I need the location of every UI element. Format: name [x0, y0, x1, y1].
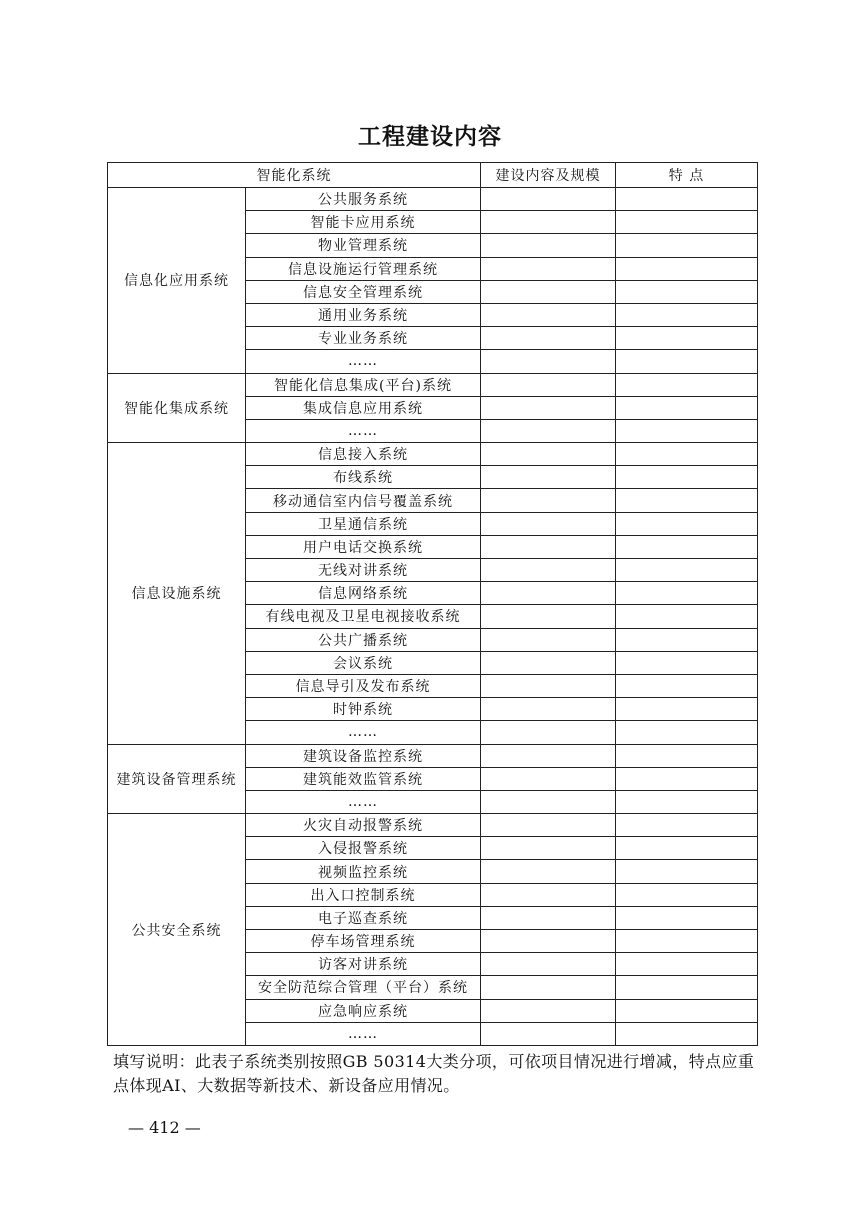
- feature-cell[interactable]: [616, 211, 758, 234]
- feature-cell[interactable]: [616, 767, 758, 790]
- header-content-scale: 建设内容及规模: [481, 163, 616, 188]
- category-cell: 公共安全系统: [108, 814, 246, 1046]
- category-cell: 信息设施系统: [108, 443, 246, 744]
- feature-cell[interactable]: [616, 860, 758, 883]
- content-scale-cell[interactable]: [481, 976, 616, 999]
- content-scale-cell[interactable]: [481, 744, 616, 767]
- subsystem-cell: 移动通信室内信号覆盖系统: [246, 489, 481, 512]
- content-scale-cell[interactable]: [481, 721, 616, 744]
- subsystem-cell: 智能化信息集成(平台)系统: [246, 373, 481, 396]
- subsystem-cell: 安全防范综合管理（平台）系统: [246, 976, 481, 999]
- subsystem-cell: 有线电视及卫星电视接收系统: [246, 605, 481, 628]
- subsystem-cell: 电子巡查系统: [246, 906, 481, 929]
- subsystem-cell: 访客对讲系统: [246, 953, 481, 976]
- category-cell: 信息化应用系统: [108, 188, 246, 374]
- subsystem-cell: 专业业务系统: [246, 327, 481, 350]
- content-scale-cell[interactable]: [481, 674, 616, 697]
- subsystem-cell: 信息接入系统: [246, 443, 481, 466]
- content-scale-cell[interactable]: [481, 605, 616, 628]
- content-scale-cell[interactable]: [481, 582, 616, 605]
- subsystem-cell: ……: [246, 721, 481, 744]
- subsystem-cell: 信息导引及发布系统: [246, 674, 481, 697]
- subsystem-cell: 用户电话交换系统: [246, 535, 481, 558]
- subsystem-cell: 建筑设备监控系统: [246, 744, 481, 767]
- subsystem-cell: ……: [246, 419, 481, 442]
- subsystem-cell: 会议系统: [246, 651, 481, 674]
- content-scale-cell[interactable]: [481, 419, 616, 442]
- feature-cell[interactable]: [616, 1022, 758, 1045]
- feature-cell[interactable]: [616, 628, 758, 651]
- feature-cell[interactable]: [616, 419, 758, 442]
- fill-instructions: 填写说明：此表子系统类别按照GB 50314大类分项，可依项目情况进行增减，特点应重点体现AI、大数据等新技术、新设备应用情况。: [113, 1052, 755, 1095]
- feature-cell[interactable]: [616, 234, 758, 257]
- content-scale-cell[interactable]: [481, 512, 616, 535]
- content-scale-cell[interactable]: [481, 628, 616, 651]
- feature-cell[interactable]: [616, 466, 758, 489]
- feature-cell[interactable]: [616, 443, 758, 466]
- feature-cell[interactable]: [616, 582, 758, 605]
- feature-cell[interactable]: [616, 396, 758, 419]
- page-title: 工程建设内容: [358, 124, 502, 150]
- subsystem-cell: 布线系统: [246, 466, 481, 489]
- content-scale-cell[interactable]: [481, 211, 616, 234]
- feature-cell[interactable]: [616, 790, 758, 813]
- content-scale-cell[interactable]: [481, 883, 616, 906]
- header-feature: 特 点: [616, 163, 758, 188]
- content-scale-cell[interactable]: [481, 350, 616, 373]
- content-scale-cell[interactable]: [481, 999, 616, 1022]
- feature-cell[interactable]: [616, 976, 758, 999]
- subsystem-cell: 火灾自动报警系统: [246, 814, 481, 837]
- content-scale-cell[interactable]: [481, 953, 616, 976]
- feature-cell[interactable]: [616, 883, 758, 906]
- feature-cell[interactable]: [616, 350, 758, 373]
- feature-cell[interactable]: [616, 674, 758, 697]
- subsystem-cell: 集成信息应用系统: [246, 396, 481, 419]
- content-scale-cell[interactable]: [481, 860, 616, 883]
- feature-cell[interactable]: [616, 721, 758, 744]
- content-scale-cell[interactable]: [481, 489, 616, 512]
- content-scale-cell[interactable]: [481, 443, 616, 466]
- subsystem-cell: 建筑能效监管系统: [246, 767, 481, 790]
- content-scale-cell[interactable]: [481, 790, 616, 813]
- content-scale-cell[interactable]: [481, 396, 616, 419]
- table-row: [108, 188, 758, 211]
- feature-cell[interactable]: [616, 999, 758, 1022]
- table-row: [108, 744, 758, 767]
- feature-cell[interactable]: [616, 651, 758, 674]
- content-scale-cell[interactable]: [481, 188, 616, 211]
- feature-cell[interactable]: [616, 280, 758, 303]
- content-scale-cell[interactable]: [481, 280, 616, 303]
- table-row: [108, 443, 758, 466]
- feature-cell[interactable]: [616, 489, 758, 512]
- content-scale-cell[interactable]: [481, 1022, 616, 1045]
- content-scale-cell[interactable]: [481, 466, 616, 489]
- page-number: — 412 —: [128, 1118, 201, 1137]
- subsystem-cell: 无线对讲系统: [246, 559, 481, 582]
- content-scale-cell[interactable]: [481, 535, 616, 558]
- subsystem-cell: 物业管理系统: [246, 234, 481, 257]
- subsystem-cell: 应急响应系统: [246, 999, 481, 1022]
- content-scale-cell[interactable]: [481, 303, 616, 326]
- content-scale-cell[interactable]: [481, 837, 616, 860]
- content-scale-cell[interactable]: [481, 767, 616, 790]
- subsystem-cell: 通用业务系统: [246, 303, 481, 326]
- feature-cell[interactable]: [616, 605, 758, 628]
- feature-cell[interactable]: [616, 535, 758, 558]
- content-scale-cell[interactable]: [481, 814, 616, 837]
- feature-cell[interactable]: [616, 512, 758, 535]
- feature-cell[interactable]: [616, 744, 758, 767]
- feature-cell[interactable]: [616, 698, 758, 721]
- subsystem-cell: ……: [246, 350, 481, 373]
- content-scale-cell[interactable]: [481, 698, 616, 721]
- feature-cell[interactable]: [616, 303, 758, 326]
- construction-content-table: [107, 162, 758, 1046]
- subsystem-cell: 信息网络系统: [246, 582, 481, 605]
- table-row: [108, 373, 758, 396]
- category-cell: 智能化集成系统: [108, 373, 246, 443]
- subsystem-cell: 入侵报警系统: [246, 837, 481, 860]
- feature-cell[interactable]: [616, 257, 758, 280]
- subsystem-cell: 信息安全管理系统: [246, 280, 481, 303]
- subsystem-cell: 出入口控制系统: [246, 883, 481, 906]
- feature-cell[interactable]: [616, 906, 758, 929]
- subsystem-cell: 智能卡应用系统: [246, 211, 481, 234]
- feature-cell[interactable]: [616, 188, 758, 211]
- subsystem-cell: 公共广播系统: [246, 628, 481, 651]
- content-scale-cell[interactable]: [481, 651, 616, 674]
- subsystem-cell: ……: [246, 790, 481, 813]
- feature-cell[interactable]: [616, 930, 758, 953]
- feature-cell[interactable]: [616, 373, 758, 396]
- subsystem-cell: 视频监控系统: [246, 860, 481, 883]
- content-scale-cell[interactable]: [481, 234, 616, 257]
- table-row: [108, 814, 758, 837]
- table-header-row: [108, 163, 758, 188]
- feature-cell[interactable]: [616, 559, 758, 582]
- subsystem-cell: 时钟系统: [246, 698, 481, 721]
- content-scale-cell[interactable]: [481, 906, 616, 929]
- feature-cell[interactable]: [616, 837, 758, 860]
- feature-cell[interactable]: [616, 814, 758, 837]
- table-body: [108, 188, 758, 1046]
- header-system: 智能化系统: [108, 163, 481, 188]
- subsystem-cell: 公共服务系统: [246, 188, 481, 211]
- feature-cell[interactable]: [616, 327, 758, 350]
- subsystem-cell: 停车场管理系统: [246, 930, 481, 953]
- content-scale-cell[interactable]: [481, 559, 616, 582]
- subsystem-cell: ……: [246, 1022, 481, 1045]
- content-scale-cell[interactable]: [481, 327, 616, 350]
- feature-cell[interactable]: [616, 953, 758, 976]
- content-scale-cell[interactable]: [481, 373, 616, 396]
- content-scale-cell[interactable]: [481, 930, 616, 953]
- subsystem-cell: 卫星通信系统: [246, 512, 481, 535]
- category-cell: 建筑设备管理系统: [108, 744, 246, 814]
- subsystem-cell: 信息设施运行管理系统: [246, 257, 481, 280]
- content-scale-cell[interactable]: [481, 257, 616, 280]
